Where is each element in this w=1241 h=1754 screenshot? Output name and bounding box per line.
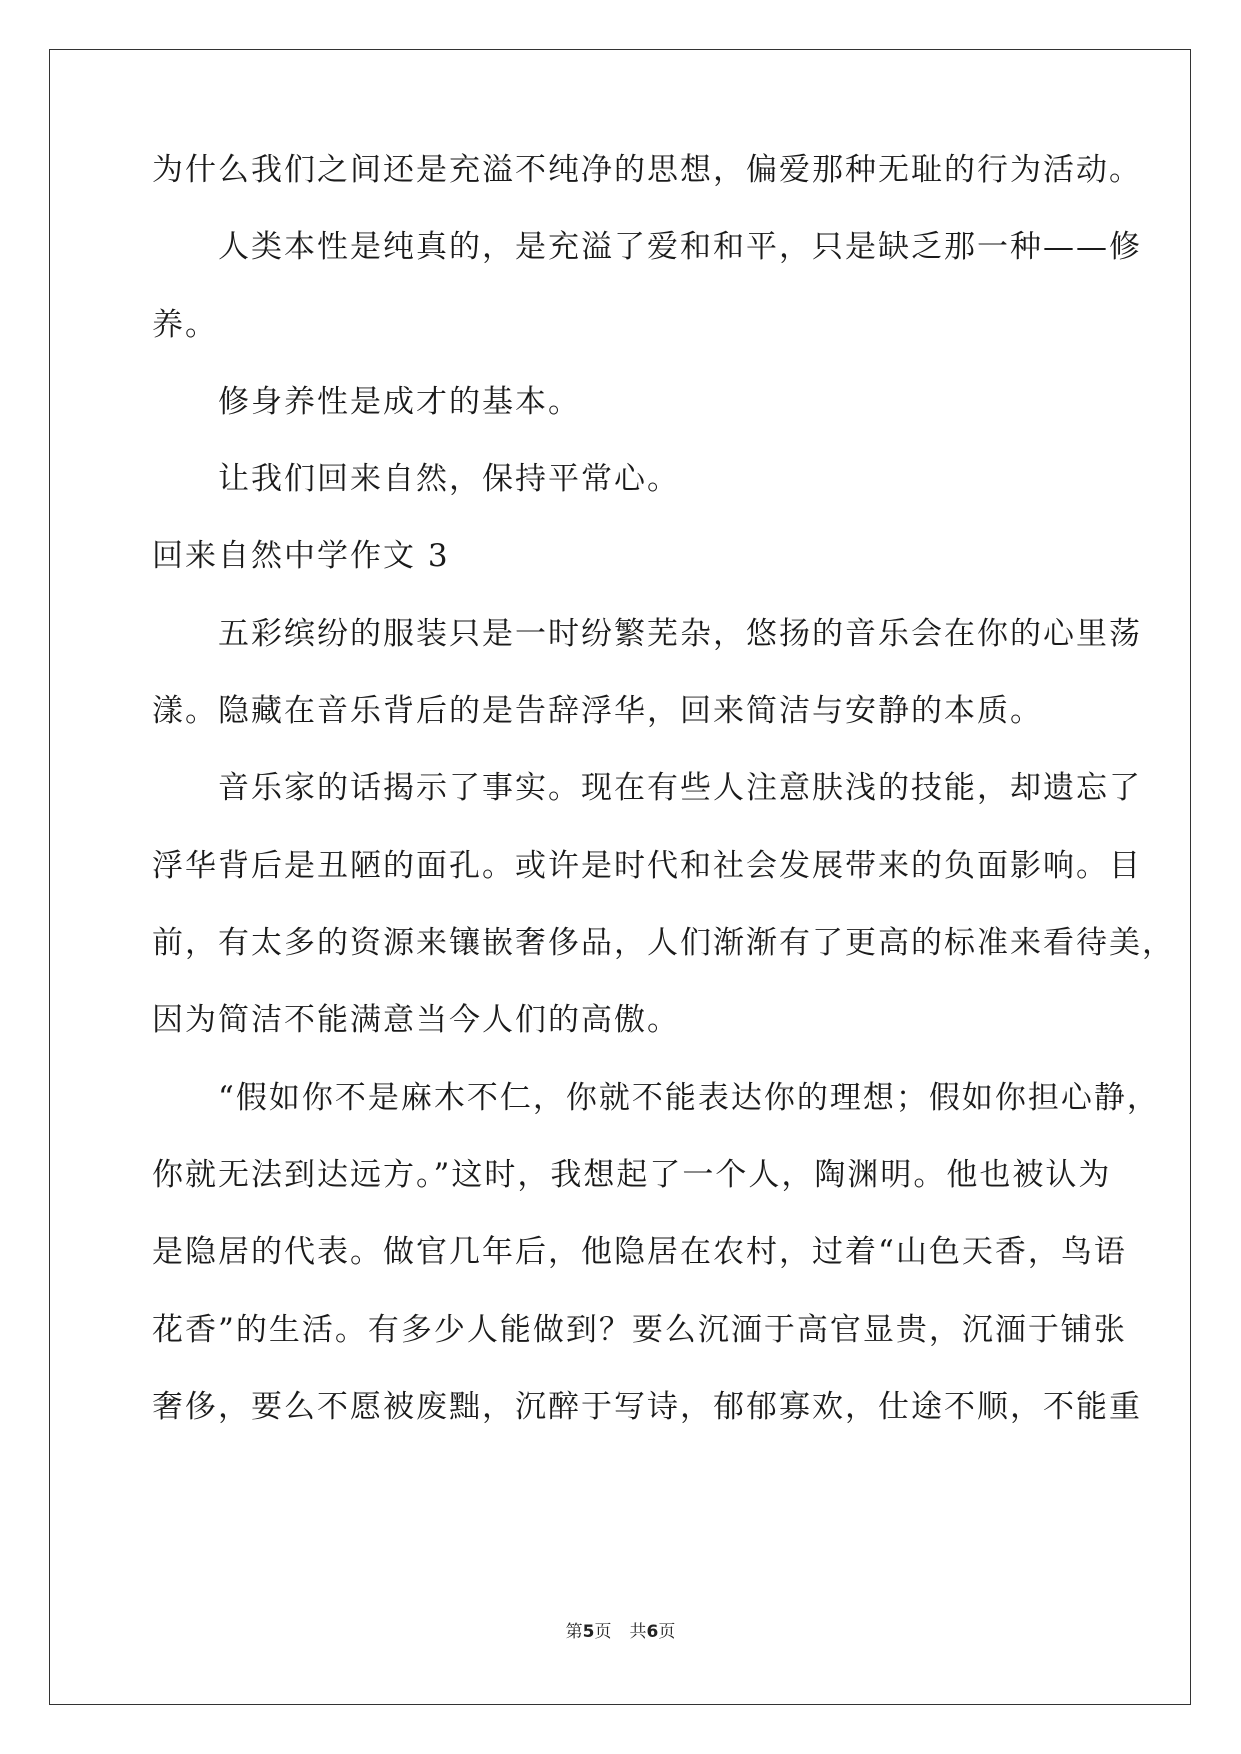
text-line: 让我们回来自然，保持平常心。 xyxy=(152,461,680,497)
total-prefix: 共 xyxy=(629,1622,647,1642)
section-heading: 回来自然中学作文 3 xyxy=(152,538,450,574)
text-line: 浮华背后是丑陋的面孔。或许是时代和社会发展带来的负面影响。目 xyxy=(152,848,1142,884)
page-number: 5 xyxy=(582,1622,595,1642)
text-line: 人类本性是纯真的，是充溢了爱和和平，只是缺乏那一种——修 xyxy=(152,229,1142,265)
total-pages: 6 xyxy=(646,1622,659,1642)
page-suffix: 页 xyxy=(594,1622,612,1642)
text-line: 是隐居的代表。做官几年后，他隐居在农村，过着“山色天香，鸟语 xyxy=(152,1234,1127,1270)
text-line: 你就无法到达远方。”这时，我想起了一个人，陶渊明。他也被认为 xyxy=(152,1157,1112,1193)
text-line: 养。 xyxy=(152,307,218,343)
text-line: 五彩缤纷的服装只是一时纷繁芜杂，悠扬的音乐会在你的心里荡 xyxy=(152,616,1142,652)
text-line: 因为简洁不能满意当今人们的高傲。 xyxy=(152,1002,680,1038)
page-prefix: 第 xyxy=(565,1622,583,1642)
text-line: 音乐家的话揭示了事实。现在有些人注意肤浅的技能，却遗忘了 xyxy=(152,770,1142,806)
text-line: 为什么我们之间还是充溢不纯净的思想，偏爱那种无耻的行为活动。 xyxy=(152,152,1142,188)
text-line: 漾。隐藏在音乐背后的是告辞浮华，回来简洁与安静的本质。 xyxy=(152,693,1043,729)
text-line: 奢侈，要么不愿被废黜，沉醉于写诗，郁郁寡欢，仕途不顺，不能重 xyxy=(152,1389,1142,1425)
text-line: 花香”的生活。有多少人能做到？要么沉湎于高官显贵，沉湎于铺张 xyxy=(152,1312,1127,1348)
total-suffix: 页 xyxy=(658,1622,676,1642)
text-line: 修身养性是成才的基本。 xyxy=(152,384,581,420)
text-line: “假如你不是麻木不仁，你就不能表达你的理想；假如你担心静， xyxy=(152,1080,1160,1116)
page-footer xyxy=(0,1617,1241,1642)
text-line: 前，有太多的资源来镶嵌奢侈品，人们渐渐有了更高的标准来看待美， xyxy=(152,925,1175,961)
